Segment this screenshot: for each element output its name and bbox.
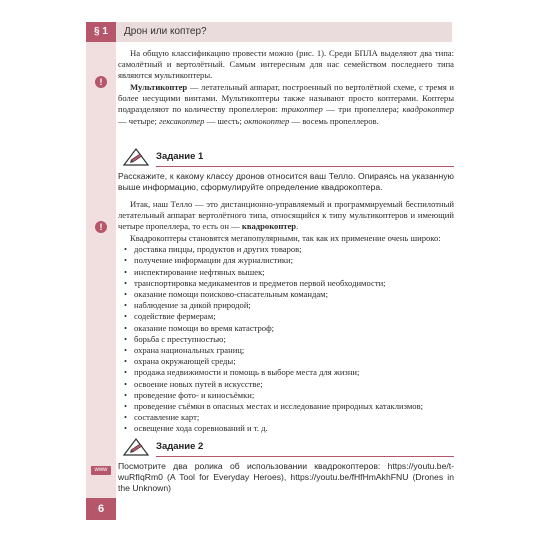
term-multicopter: Мультикоптер (130, 82, 188, 92)
list-item: • получение информации для журналистики; (118, 255, 454, 266)
list-item: • транспортировка медикаментов и предметов первой необходимости; (118, 278, 454, 289)
term-desc: — шесть; (204, 115, 244, 126)
term-quadcopter-bold: квадрокоптер (241, 221, 297, 232)
list-item: • составление карт; (118, 412, 454, 423)
paragraph-text: Квадрокоптеры становятся мегапопулярными, так как их применение очень широко: (130, 233, 441, 243)
list-item: • продажа недвижимости и помощь в выборе места для жизни; (118, 367, 454, 378)
term-desc: — три пропеллера; (322, 104, 403, 115)
paragraph-classification (118, 48, 454, 82)
paragraph-multicopter (118, 82, 454, 127)
paragraph-text: Итак, наш Телло — это дистанционно-управляемый и программируемый беспилотный летательный аппарат вертолётного типа, относящийся к типу мультикоптеров и имеющий четыре пропеллера, то есть он — (118, 199, 454, 232)
task-2-heading (118, 436, 454, 458)
section-number: § 1 (86, 22, 116, 42)
term-desc: — четыре; (118, 115, 160, 126)
list-item: • наблюдение за дикой природой; (118, 300, 454, 311)
task-2-text: Посмотрите два ролика об использовании квадрокоптеров: https://youtu.be/t-wuRfIqRm0 (A Tool for Everyday Heroes), https://youtu.be/fHfHmAkhFNU (Drones in the Unknown) (118, 461, 454, 494)
term-quadcopter: квадрокоптер (402, 104, 454, 115)
task-1-label: Задание 1 (156, 151, 204, 162)
www-icon: www (91, 466, 111, 475)
list-item: • оказание помощи поисково-спасательным командам; (118, 289, 454, 300)
uses-list (118, 244, 454, 434)
list-item: • доставка пиццы, продуктов и других товаров; (118, 244, 454, 255)
task-2-label: Задание 2 (156, 441, 204, 452)
paragraph-end: . (296, 221, 299, 232)
task-1-heading (118, 146, 454, 168)
list-item: • инспектирование нефтяных вышек; (118, 267, 454, 278)
warning-icon: ! (95, 76, 107, 88)
task-1-text: Расскажите, к какому классу дронов относится ваш Телло. Опираясь на указанную выше информацию, сформулируйте определение квадрокоптера. (118, 171, 454, 193)
list-item: • охрана окружающей среды; (118, 356, 454, 367)
definition-text: — летательный аппарат, построенный по вертолётной схеме, с тремя и более несущими винтами. Мультикоптеры также называют просто коптерами. Коптеры подразделяют по количеству пропеллеров: (118, 82, 454, 115)
list-item: • проведение фото- и киносъёмки; (118, 390, 454, 401)
term-desc: — восемь пропеллеров. (289, 115, 379, 126)
section-title: Дрон или коптер? (124, 26, 207, 37)
paragraph-text: На общую классификацию провести можно (рис. 1). Среди БПЛА выделяют два типа: самолётный и вертолётный. Самым интересным для нас семейством последнего типа являются мультикоптеры. (118, 48, 454, 81)
pencil-hand-icon (122, 437, 150, 457)
task-divider (156, 456, 454, 457)
list-item: • борьба с преступностью; (118, 334, 454, 345)
list-item: • охрана национальных границ; (118, 345, 454, 356)
task-divider (156, 166, 454, 167)
list-item: • проведение съёмки в опасных местах и исследование природных катаклизмов; (118, 401, 454, 412)
task-1-body (118, 171, 454, 193)
list-item: • освещение хода соревнований и т. д. (118, 423, 454, 434)
list-item: • оказание помощи во время катастроф; (118, 323, 454, 334)
term-octocopter: октокоптер (243, 115, 290, 126)
list-item: • освоение новых путей в искусстве; (118, 379, 454, 390)
pencil-hand-icon (122, 147, 150, 167)
paragraph-uses (118, 233, 454, 435)
term-hexacopter: гексакоптер (159, 115, 205, 126)
warning-icon: ! (95, 221, 107, 233)
left-margin-band (86, 22, 116, 520)
term-tricopter: трикоптер (281, 104, 323, 115)
paragraph-tello (118, 199, 454, 233)
list-item: • содействие фермерам; (118, 311, 454, 322)
page-number: 6 (86, 498, 116, 520)
task-2-body (118, 461, 454, 495)
